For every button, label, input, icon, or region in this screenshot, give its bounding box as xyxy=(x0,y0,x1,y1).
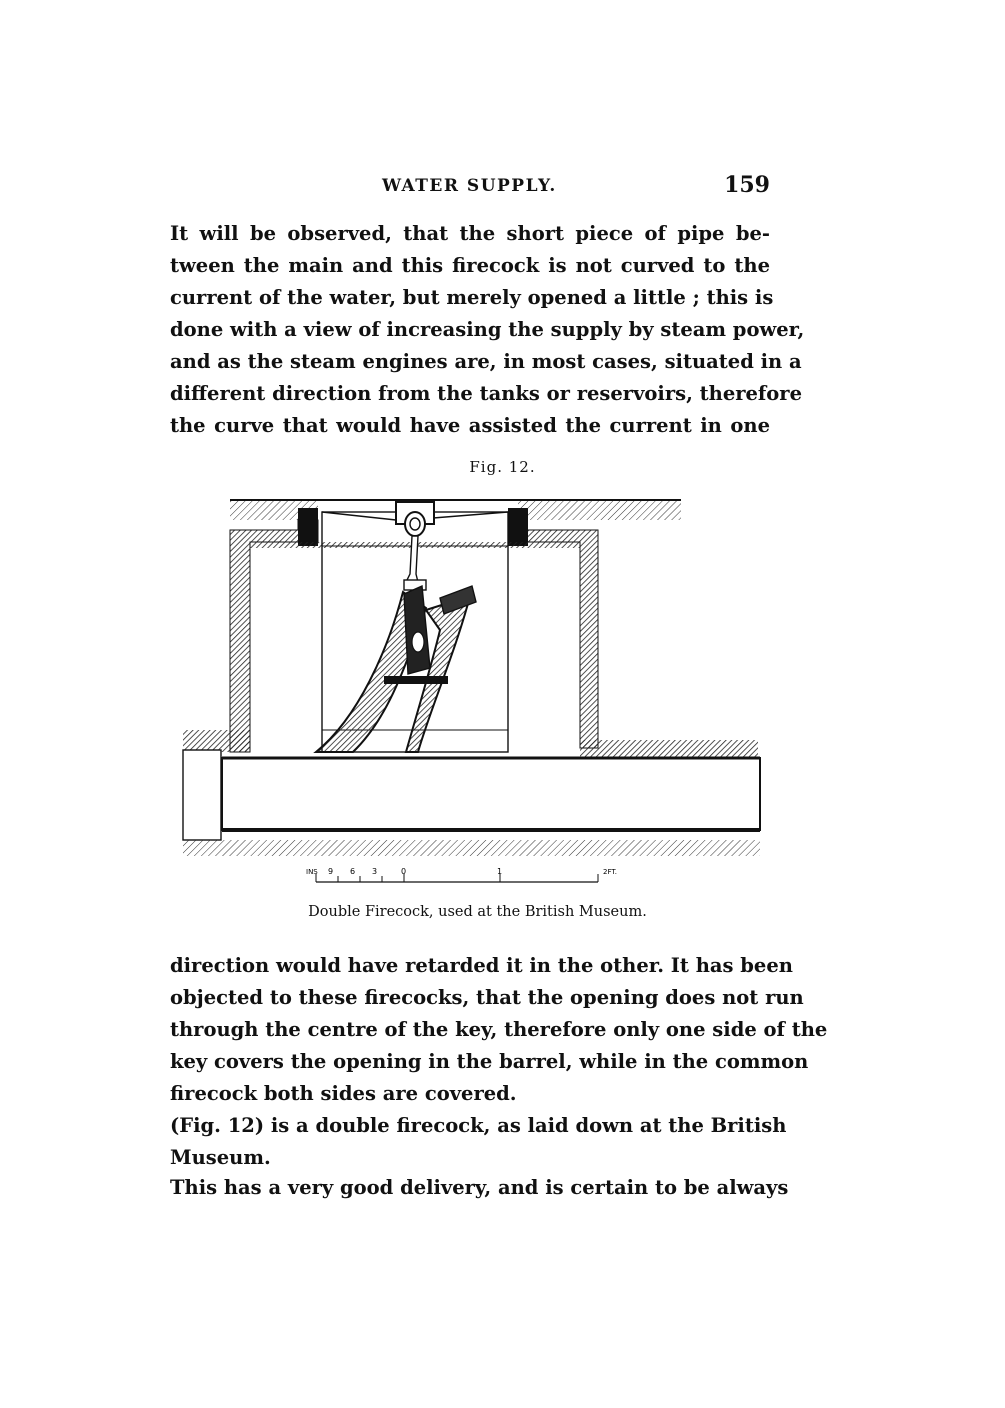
text-line: It will be observed, that the short piece of pipe be- xyxy=(170,222,770,245)
firecock-figure xyxy=(178,490,768,890)
scale-tick-label: 9 xyxy=(328,867,334,876)
running-title: WATER SUPPLY. xyxy=(382,176,557,196)
scale-end-label: 2FT. xyxy=(603,868,618,876)
paragraph-2 xyxy=(170,950,828,1110)
scale-start-label: INS xyxy=(306,868,318,876)
figure-label: Fig. 12. xyxy=(469,458,536,476)
pavement-top xyxy=(230,500,681,520)
page-header xyxy=(170,172,770,202)
text-line: Museum. xyxy=(170,1146,271,1169)
branch-pipe xyxy=(316,586,476,752)
figure-caption: Double Firecock, used at the British Museum. xyxy=(308,904,647,920)
text-line: key covers the opening in the barrel, while in the common xyxy=(170,1050,809,1073)
text-line: firecock both sides are covered. xyxy=(170,1082,517,1105)
text-line: different direction from the tanks or reservoirs, therefore xyxy=(170,382,802,405)
text-line: through the centre of the key, therefore only one side of the xyxy=(170,1018,828,1041)
text-line: direction would have retarded it in the other. It has been xyxy=(170,954,793,977)
text-line: (Fig. 12) is a double firecock, as laid down at the British xyxy=(170,1114,787,1137)
text-line: the curve that would have assisted the current in one xyxy=(170,414,770,437)
scale-tick-label: 3 xyxy=(372,867,378,876)
text-line: current of the water, but merely opened a little ; this is xyxy=(170,286,774,309)
text-line: objected to these firecocks, that the opening does not run xyxy=(170,986,804,1009)
paragraph-1 xyxy=(170,218,805,442)
scale-tick-label: 0 xyxy=(401,867,407,876)
paragraph-3 xyxy=(170,1110,787,1174)
scale-tick-label: 6 xyxy=(350,867,356,876)
page-number: 159 xyxy=(724,172,770,198)
main-pipe xyxy=(183,750,760,856)
paragraph-4 xyxy=(170,1172,789,1204)
firecock-drawing xyxy=(178,490,768,890)
text-line: done with a view of increasing the supply by steam power, xyxy=(170,318,805,341)
scale-mid-label: 1 xyxy=(497,867,503,876)
text-line: tween the main and this firecock is not curved to the xyxy=(170,254,770,277)
text-line: and as the steam engines are, in most cases, situated in a xyxy=(170,350,802,373)
text-line: This has a very good delivery, and is certain to be always xyxy=(170,1176,789,1199)
scale-bar xyxy=(306,867,617,882)
